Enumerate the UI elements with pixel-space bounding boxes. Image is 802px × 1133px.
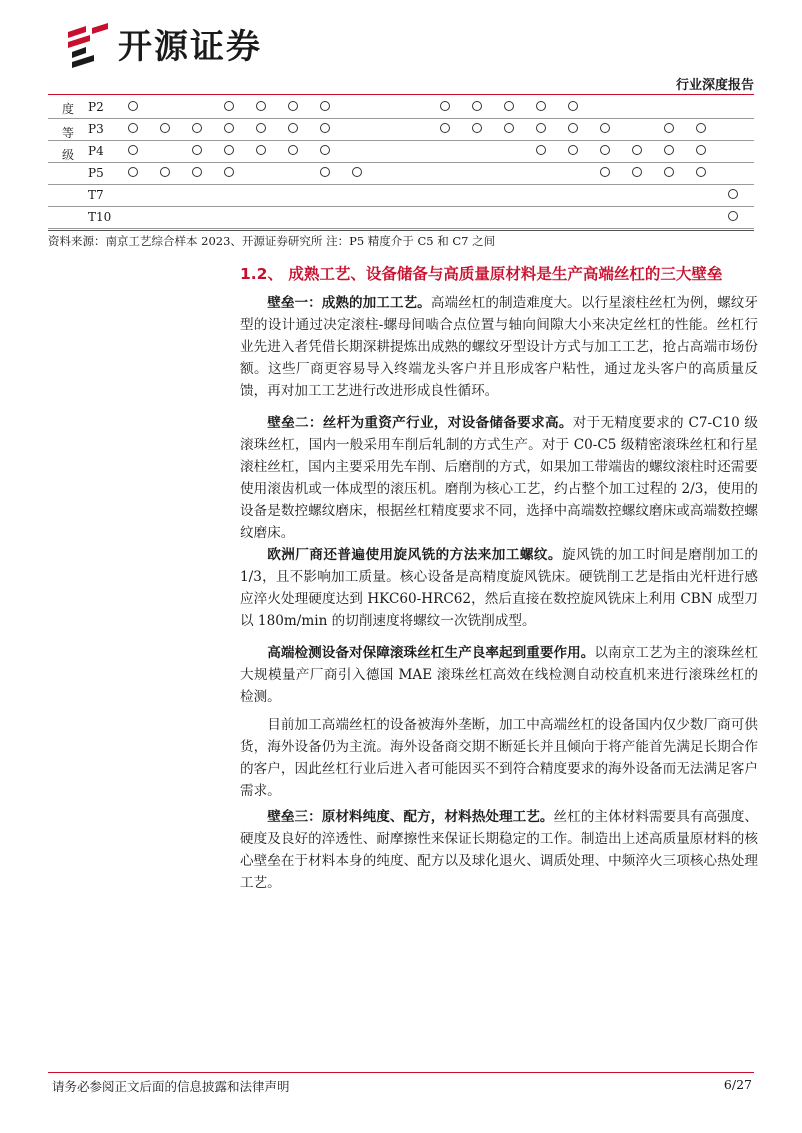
table-row	[48, 118, 754, 141]
applicable-mark-icon	[568, 101, 578, 111]
paragraph-2-text: 对于无精度要求的 C7-C10 级滚珠丝杠，国内一般采用车削后轧制的方式生产。对于 C0-C5 级精密滚珠丝杠和行星滚柱丝杠，国内主要采用先车削、后磨削的方式，如果加工带端齿的螺纹滚柱时还需要使用滚齿机或一体成型的滚压机。磨削为核心工艺，约占整个加工过程的 2/3，使用的设备是数控螺纹磨床，根据丝杠精度要求不同，选择中高端数控螺纹磨床或高端数控螺纹磨床。	[240, 415, 759, 541]
applicable-mark-icon	[224, 123, 234, 133]
paragraph-5-text: 目前加工高端丝杠的设备被海外垄断，加工中高端丝杠的设备国内仅少数厂商可供货，海外设备仍为主流。海外设备商交期不断延长并且倾向于将产能首先满足长期合作的客户，因此丝杠行业后进入者可能因买不到符合精度要求的海外设备而无法满足客户需求。	[240, 717, 758, 799]
applicable-mark-icon	[664, 145, 674, 155]
applicable-mark-icon	[256, 123, 266, 133]
applicable-mark-icon	[632, 167, 642, 177]
paragraph-4-text: 以南京工艺为主的滚珠丝杠大规模量产厂商引入德国 MAE 滚珠丝杠高效在线检测自动校直机来进行滚珠丝杠的检测。	[240, 645, 758, 705]
paragraph-3	[240, 544, 758, 632]
applicable-mark-icon	[568, 145, 578, 155]
paragraph-4-lead: 高端检测设备对保障滚珠丝杠生产良率起到重要作用。	[267, 645, 595, 661]
applicable-mark-icon	[256, 145, 266, 155]
page-header	[0, 0, 802, 96]
paragraph-1-text: 高端丝杠的制造难度大。以行星滚柱丝杠为例，螺纹牙型的设计通过决定滚柱-螺母间啮合点位置与轴向间隙大小来决定丝杠的性能。丝杠行业先进入者凭借长期深耕提炼出成熟的螺纹牙型设计方式与加工工艺，抢占高端市场份额。这些厂商更容易导入终端龙头客户并且形成客户粘性，通过龙头客户的高质量反馈，再对加工工艺进行改进形成良性循环。	[240, 295, 759, 399]
applicable-mark-icon	[440, 101, 450, 111]
table-row-label: P3	[88, 122, 104, 136]
applicable-mark-icon	[128, 101, 138, 111]
applicable-mark-icon	[600, 145, 610, 155]
header-divider	[48, 94, 754, 95]
applicable-mark-icon	[504, 101, 514, 111]
applicable-mark-icon	[440, 123, 450, 133]
paragraph-2	[240, 412, 758, 544]
applicable-mark-icon	[472, 123, 482, 133]
table-row	[48, 96, 754, 119]
applicable-mark-icon	[288, 145, 298, 155]
table-row-label: T10	[88, 210, 112, 224]
table-vertical-label-2: 等	[61, 126, 74, 140]
table-row-label: T7	[88, 188, 104, 202]
source-note: 资料来源：南京工艺综合样本 2023、开源证券研究所 注：P5 精度介于 C5 和 C7 之间	[48, 234, 496, 248]
applicable-mark-icon	[160, 123, 170, 133]
paragraph-6-text: 丝杠的主体材料需要具有高强度、硬度及良好的淬透性、耐摩擦性来保证长期稳定的工作。制造出上述高质量原材料的核心壁垒在于材料本身的纯度、配方以及球化退火、调质处理、中频淬火三项核心热处理工艺。	[240, 809, 759, 891]
applicable-mark-icon	[192, 123, 202, 133]
applicable-mark-icon	[696, 145, 706, 155]
footer-divider	[48, 1072, 754, 1073]
applicable-mark-icon	[728, 211, 738, 221]
applicable-mark-icon	[224, 167, 234, 177]
table-row-label: P5	[88, 166, 104, 180]
applicable-mark-icon	[600, 167, 610, 177]
source-divider	[48, 230, 754, 231]
applicable-mark-icon	[728, 189, 738, 199]
applicable-mark-icon	[352, 167, 362, 177]
table-vertical-label-3: 级	[61, 148, 74, 162]
paragraph-2-lead: 壁垒二：丝杆为重资产行业，对设备储备要求高。	[267, 415, 573, 431]
table-row	[48, 140, 754, 163]
paragraph-1	[240, 292, 758, 402]
applicable-mark-icon	[536, 101, 546, 111]
applicable-mark-icon	[192, 167, 202, 177]
paragraph-3-lead: 欧洲厂商还普遍使用旋风铣的方法来加工螺纹。	[267, 547, 562, 563]
applicable-mark-icon	[288, 123, 298, 133]
report-type: 行业深度报告	[675, 78, 754, 93]
applicable-mark-icon	[320, 101, 330, 111]
applicable-mark-icon	[664, 123, 674, 133]
applicable-mark-icon	[128, 167, 138, 177]
table-row-label: P4	[88, 144, 104, 158]
applicable-mark-icon	[536, 145, 546, 155]
brand-mark-icon	[64, 22, 114, 72]
applicable-mark-icon	[160, 167, 170, 177]
applicable-mark-icon	[664, 167, 674, 177]
applicable-mark-icon	[224, 145, 234, 155]
paragraph-5	[240, 714, 758, 802]
table-row	[48, 162, 754, 185]
applicable-mark-icon	[192, 145, 202, 155]
applicable-mark-icon	[568, 123, 578, 133]
paragraph-3-text: 旋风铣的加工时间是磨削加工的 1/3，且不影响加工质量。核心设备是高精度旋风铣床。硬铣削工艺是指由光杆进行感应淬火处理硬度达到 HKC60-HRC62，然后直接在数控旋风铣床上利用 CBN 成型刀以 180m/min 的切削速度将螺纹一次铣削成型。	[240, 547, 759, 629]
applicable-mark-icon	[128, 123, 138, 133]
applicable-mark-icon	[224, 101, 234, 111]
applicable-mark-icon	[696, 123, 706, 133]
table-vertical-label-1: 度	[61, 102, 74, 116]
paragraph-4	[240, 642, 758, 708]
applicable-mark-icon	[696, 167, 706, 177]
applicable-mark-icon	[320, 145, 330, 155]
applicable-mark-icon	[632, 145, 642, 155]
footer-disclaimer: 请务必参阅正文后面的信息披露和法律声明	[52, 1079, 290, 1094]
table-row	[48, 206, 754, 229]
paragraph-1-lead: 壁垒一：成熟的加工工艺。	[267, 295, 431, 311]
applicable-mark-icon	[128, 145, 138, 155]
section-title: 1.2、 成熟工艺、设备储备与高质量原材料是生产高端丝杠的三大壁垒	[240, 265, 723, 283]
applicable-mark-icon	[288, 101, 298, 111]
brand-name: 开源证券	[118, 27, 262, 67]
applicable-mark-icon	[600, 123, 610, 133]
table-row	[48, 184, 754, 207]
applicable-mark-icon	[320, 167, 330, 177]
applicable-mark-icon	[256, 101, 266, 111]
applicable-mark-icon	[536, 123, 546, 133]
page-number: 6/27	[723, 1077, 752, 1092]
paragraph-6-lead: 壁垒三：原材料纯度、配方，材料热处理工艺。	[267, 809, 554, 825]
paragraph-6	[240, 806, 758, 894]
brand-logo	[64, 22, 324, 72]
applicable-mark-icon	[504, 123, 514, 133]
applicable-mark-icon	[320, 123, 330, 133]
applicable-mark-icon	[472, 101, 482, 111]
table-row-label: P2	[88, 100, 104, 114]
